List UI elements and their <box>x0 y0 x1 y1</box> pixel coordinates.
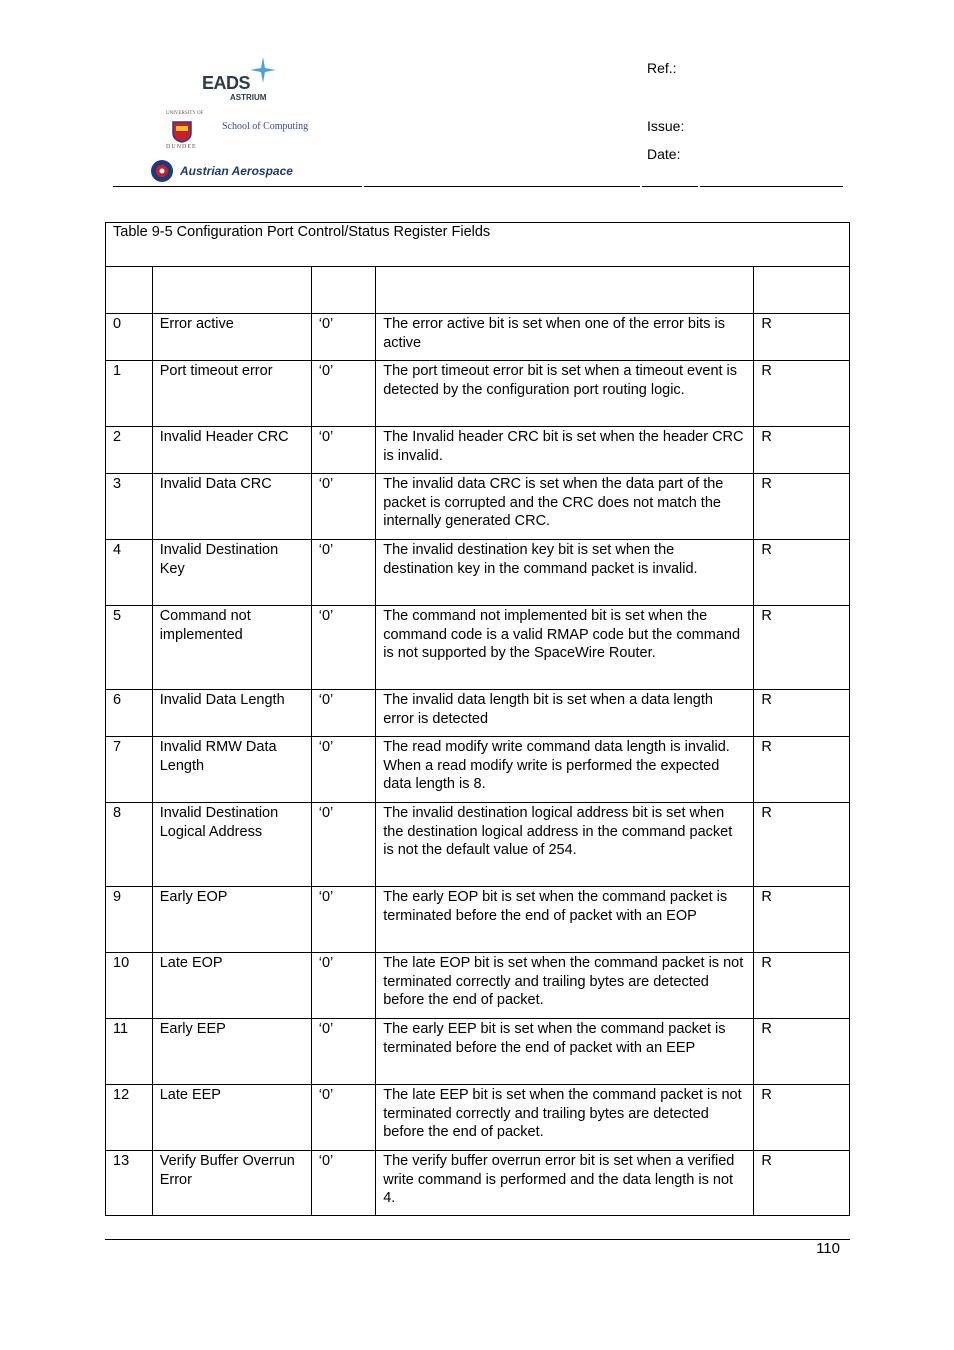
table-row <box>106 314 850 361</box>
bit-cell: 2 <box>106 427 153 474</box>
description-cell: The error active bit is set when one of the error bits is active <box>376 314 754 361</box>
bit-cell: 0 <box>106 314 153 361</box>
field-name-cell: Command not implemented <box>152 606 311 690</box>
table-row <box>106 887 850 953</box>
access-cell: R <box>754 314 850 361</box>
field-name-cell: Late EOP <box>152 953 311 1019</box>
field-name-cell: Invalid Destination Logical Address <box>152 803 311 887</box>
footer-rule <box>105 1239 850 1240</box>
access-cell: R <box>754 474 850 540</box>
description-cell: The late EOP bit is set when the command packet is not terminated correctly and trailing bytes are detected before the end of packet. <box>376 953 754 1019</box>
school-of-computing-text: School of Computing <box>222 121 309 132</box>
initial-value-cell: ‘0’ <box>311 314 376 361</box>
description-cell: The invalid destination key bit is set when the destination key in the command packet is invalid. <box>376 540 754 606</box>
header-cell <box>376 267 754 314</box>
access-cell: R <box>754 1085 850 1151</box>
field-name-cell: Port timeout error <box>152 361 311 427</box>
description-cell: The command not implemented bit is set when the command code is a valid RMAP code but the command is not supported by the SpaceWire Router. <box>376 606 754 690</box>
star-icon <box>250 57 276 83</box>
field-name-cell: Invalid Data Length <box>152 690 311 737</box>
bit-cell: 4 <box>106 540 153 606</box>
access-cell: R <box>754 1019 850 1085</box>
university-arc-text: UNIVERSITY OF <box>166 111 204 116</box>
eads-astrium-logo <box>202 55 292 107</box>
table-caption-row <box>106 223 850 267</box>
description-cell: The verify buffer overrun error bit is set when a verified write command is performed and the data length is not 4. <box>376 1151 754 1216</box>
description-cell: The read modify write command data length is invalid. When a read modify write is performed the expected data length is 8. <box>376 737 754 803</box>
table-row <box>106 427 850 474</box>
issue-label: Issue: <box>647 118 685 134</box>
astrium-wordmark: ASTRIUM <box>230 93 267 102</box>
initial-value-cell: ‘0’ <box>311 1019 376 1085</box>
austrian-aerospace-text: Austrian Aerospace <box>180 164 293 178</box>
header-cell <box>754 267 850 314</box>
description-cell: The late EEP bit is set when the command packet is not terminated correctly and trailing bytes are detected before the end of packet. <box>376 1085 754 1151</box>
initial-value-cell: ‘0’ <box>311 690 376 737</box>
table-row <box>106 953 850 1019</box>
bit-cell: 8 <box>106 803 153 887</box>
bit-cell: 13 <box>106 1151 153 1216</box>
header-cell <box>311 267 376 314</box>
field-name-cell: Invalid Header CRC <box>152 427 311 474</box>
register-fields-table <box>105 222 850 1216</box>
bit-cell: 6 <box>106 690 153 737</box>
initial-value-cell: ‘0’ <box>311 1151 376 1216</box>
description-cell: The Invalid header CRC bit is set when the header CRC is invalid. <box>376 427 754 474</box>
table-row <box>106 540 850 606</box>
crest-icon <box>172 121 192 143</box>
header-cell <box>106 267 153 314</box>
description-cell: The invalid destination logical address bit is set when the destination logical address in the command packet is not the default value of 254. <box>376 803 754 887</box>
access-cell: R <box>754 427 850 474</box>
bit-cell: 5 <box>106 606 153 690</box>
initial-value-cell: ‘0’ <box>311 606 376 690</box>
description-cell: The invalid data CRC is set when the data part of the packet is corrupted and the CRC does not match the internally generated CRC. <box>376 474 754 540</box>
eads-wordmark: EADS <box>202 73 251 93</box>
initial-value-cell: ‘0’ <box>311 737 376 803</box>
table-row <box>106 474 850 540</box>
bit-cell: 3 <box>106 474 153 540</box>
table-row <box>106 737 850 803</box>
initial-value-cell: ‘0’ <box>311 361 376 427</box>
table-row <box>106 606 850 690</box>
field-name-cell: Early EEP <box>152 1019 311 1085</box>
access-cell: R <box>754 887 850 953</box>
initial-value-cell: ‘0’ <box>311 540 376 606</box>
field-name-cell: Late EEP <box>152 1085 311 1151</box>
bit-cell: 10 <box>106 953 153 1019</box>
bit-cell: 1 <box>106 361 153 427</box>
access-cell: R <box>754 606 850 690</box>
table-row <box>106 1151 850 1216</box>
initial-value-cell: ‘0’ <box>311 1085 376 1151</box>
austrian-aerospace-emblem-icon <box>150 159 174 183</box>
table-row <box>106 1019 850 1085</box>
table-row <box>106 803 850 887</box>
ref-label: Ref.: <box>647 60 677 76</box>
bit-cell: 11 <box>106 1019 153 1085</box>
table-row <box>106 1085 850 1151</box>
initial-value-cell: ‘0’ <box>311 887 376 953</box>
bit-cell: 12 <box>106 1085 153 1151</box>
description-cell: The early EOP bit is set when the command packet is terminated before the end of packet with an EOP <box>376 887 754 953</box>
header-rule-4 <box>700 186 843 187</box>
date-label: Date: <box>647 146 681 162</box>
field-name-cell: Error active <box>152 314 311 361</box>
initial-value-cell: ‘0’ <box>311 427 376 474</box>
field-name-cell: Invalid Destination Key <box>152 540 311 606</box>
field-name-cell: Invalid Data CRC <box>152 474 311 540</box>
access-cell: R <box>754 803 850 887</box>
austrian-aerospace-logo <box>150 159 350 187</box>
header-rule-1 <box>113 186 362 187</box>
field-name-cell: Verify Buffer Overrun Error <box>152 1151 311 1216</box>
access-cell: R <box>754 540 850 606</box>
initial-value-cell: ‘0’ <box>311 953 376 1019</box>
initial-value-cell: ‘0’ <box>311 803 376 887</box>
header-logos <box>140 55 370 190</box>
dundee-text: DUNDEE <box>166 144 197 150</box>
description-cell: The early EEP bit is set when the command packet is terminated before the end of packet with an EEP <box>376 1019 754 1085</box>
page-number: 110 <box>816 1240 840 1257</box>
dundee-school-of-computing-logo <box>150 111 330 155</box>
description-cell: The port timeout error bit is set when a timeout event is detected by the configuration port routing logic. <box>376 361 754 427</box>
header-rule-3 <box>642 186 698 187</box>
access-cell: R <box>754 361 850 427</box>
field-name-cell: Early EOP <box>152 887 311 953</box>
table-caption: Table 9-5 Configuration Port Control/Status Register Fields <box>106 223 850 267</box>
table-header-row <box>106 267 850 314</box>
header-rule-2 <box>364 186 640 187</box>
access-cell: R <box>754 737 850 803</box>
access-cell: R <box>754 690 850 737</box>
access-cell: R <box>754 953 850 1019</box>
description-cell: The invalid data length bit is set when a data length error is detected <box>376 690 754 737</box>
header-cell <box>152 267 311 314</box>
bit-cell: 9 <box>106 887 153 953</box>
field-name-cell: Invalid RMW Data Length <box>152 737 311 803</box>
table-row <box>106 690 850 737</box>
table-row <box>106 361 850 427</box>
initial-value-cell: ‘0’ <box>311 474 376 540</box>
access-cell: R <box>754 1151 850 1216</box>
bit-cell: 7 <box>106 737 153 803</box>
